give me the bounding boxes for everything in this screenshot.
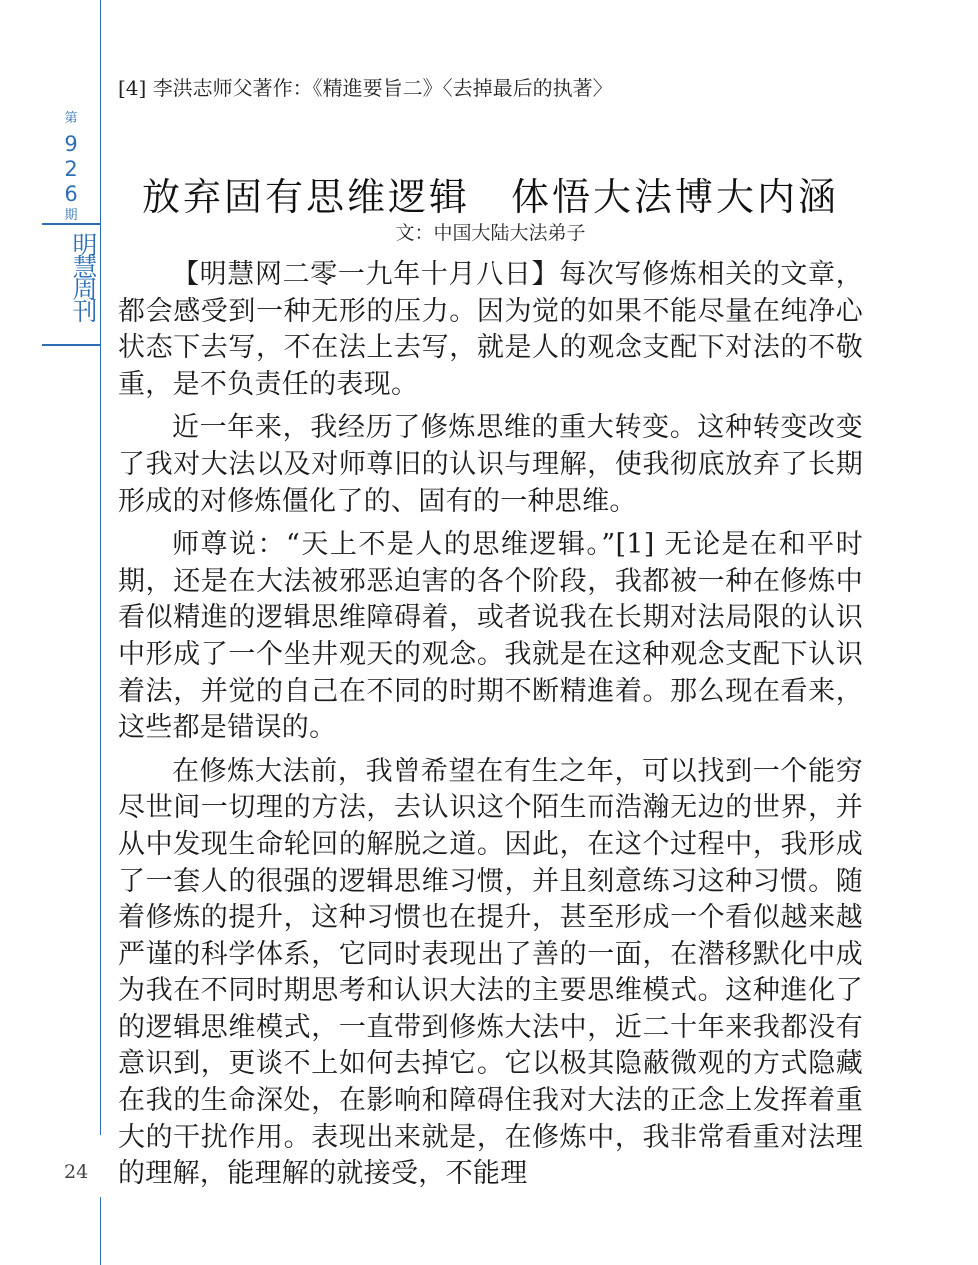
magazine-name: 明慧周刊 bbox=[69, 232, 98, 320]
paragraph: 师尊说：“天上不是人的思维逻辑。”[1] 无论是在和平时期，还是在大法被邪恶迫害的各个阶段，我都被一种在修炼中看似精進的逻辑思维障碍着，或者说我在长期对法局限的认识中形成了一个坐井观天的观念。我就是在这种观念支配下认识着法，并觉的自己在不同的时期不断精進着。那么现在看来，这些都是错误的。 bbox=[118, 529, 863, 744]
issue-number-block bbox=[42, 110, 100, 225]
paragraph: 【明慧网二零一九年十月八日】每次写修炼相关的文章，都会感受到一种无形的压力。因为觉的如果不能尽量在纯净心状态下去写，不在法上去写，就是人的观念支配下对法的不敬重，是不负责任的表现。 bbox=[118, 259, 863, 400]
sidebar-divider-top bbox=[42, 223, 100, 225]
paragraph: 近一年来，我经历了修炼思维的重大转变。这种转变改变了我对大法以及对师尊旧的认识与理解，使我彻底放弃了长期形成的对修炼僵化了的、固有的一种思维。 bbox=[118, 412, 863, 517]
sidebar-divider-bottom bbox=[42, 344, 100, 346]
issue-digit: 6 bbox=[64, 182, 78, 206]
reference-footnote: [4] 李洪志师父著作：《精進要旨二》〈去掉最后的执著〉 bbox=[118, 76, 613, 100]
vertical-rule-bottom bbox=[100, 1197, 101, 1265]
page-number: 24 bbox=[64, 1161, 89, 1183]
issue-digit: 9 bbox=[64, 132, 78, 156]
issue-prefix: 第 bbox=[64, 111, 78, 126]
article-body bbox=[118, 257, 863, 1200]
issue-digit: 2 bbox=[64, 157, 78, 181]
article-byline: 文：中国大陆大法弟子 bbox=[395, 222, 586, 244]
vertical-rule-top bbox=[100, 0, 101, 1135]
issue-digits bbox=[42, 132, 100, 207]
issue-suffix: 期 bbox=[64, 208, 78, 223]
article-title: 放弃固有思维逻辑 体悟大法博大内涵 bbox=[141, 175, 839, 219]
paragraph: 在修炼大法前，我曾希望在有生之年，可以找到一个能穷尽世间一切理的方法，去认识这个陌生而浩瀚无边的世界，并从中发现生命轮回的解脱之道。因此，在这个过程中，我形成了一套人的很强的逻辑思维习惯，并且刻意练习这种习惯。随着修炼的提升，这种习惯也在提升，甚至形成一个看似越来越严谨的科学体系，它同时表现出了善的一面，在潜移默化中成为我在不同时期思考和认识大法的主要思维模式。这种進化了的逻辑思维模式，一直带到修炼大法中，近二十年来我都没有意识到，更谈不上如何去掉它。它以极其隐蔽微观的方式隐藏在我的生命深处，在影响和障碍住我对大法的正念上发挥着重大的干扰作用。表现出来就是，在修炼中，我非常看重对法理的理解，能理解的就接受，不能理 bbox=[118, 755, 863, 1190]
